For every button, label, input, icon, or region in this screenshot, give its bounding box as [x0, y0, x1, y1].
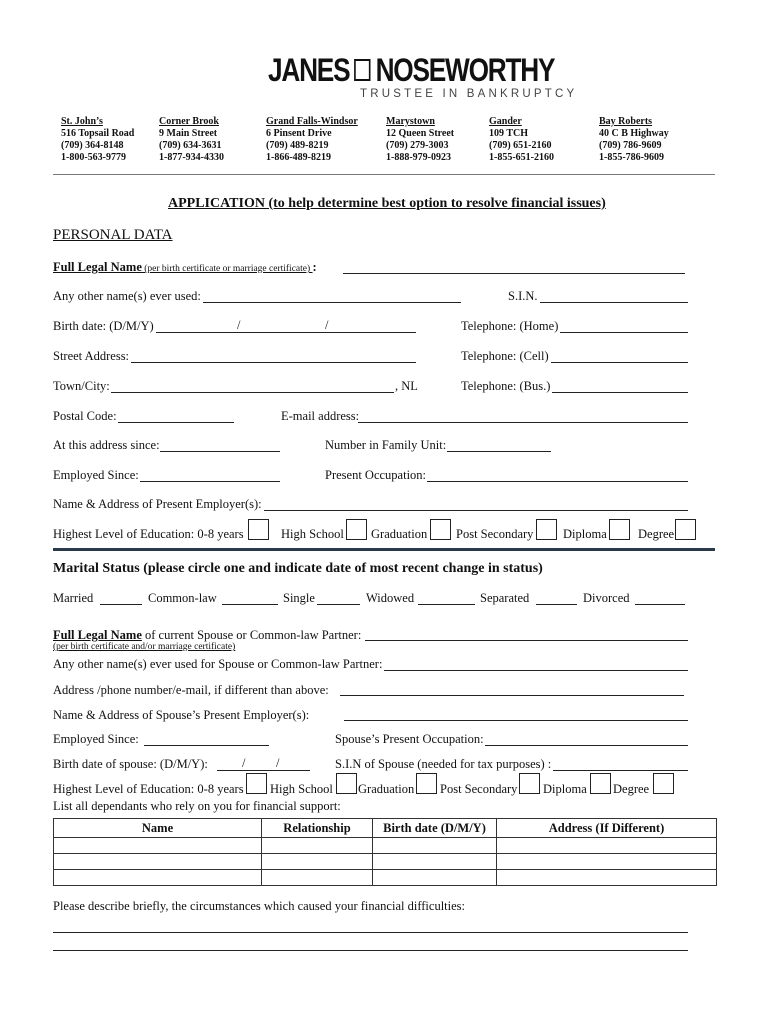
occupation-label: Present Occupation: — [325, 468, 427, 482]
edu-hs-checkbox[interactable] — [346, 519, 367, 540]
spouse-edu-ps-label: Post Secondary — [440, 782, 518, 796]
town-field[interactable] — [111, 392, 394, 393]
sin-field[interactable] — [540, 302, 688, 303]
logo-left-text: JANES — [268, 52, 350, 88]
other-names-field[interactable] — [203, 302, 461, 303]
spouse-other-label: Any other name(s) ever used for Spouse or Common-law Partner: — [53, 657, 383, 671]
spouse-address-field[interactable] — [340, 695, 684, 696]
email-label: E-mail address: — [281, 409, 360, 423]
single-option[interactable]: Single — [283, 591, 315, 605]
circumstances-field-2[interactable] — [53, 950, 688, 951]
edu-dip-checkbox[interactable] — [609, 519, 630, 540]
edu-0-8-checkbox[interactable] — [248, 519, 269, 540]
header-divider — [53, 174, 715, 175]
other-names-label: Any other name(s) ever used: — [53, 289, 201, 303]
spouse-birth-slash-2: / — [276, 756, 280, 770]
birth-date-field[interactable] — [156, 332, 416, 333]
table-cell[interactable] — [497, 870, 717, 886]
common-law-date-field[interactable] — [222, 604, 278, 605]
spouse-edu-label: Highest Level of Education: 0-8 years — [53, 782, 244, 796]
spouse-edu-dip-checkbox[interactable] — [590, 773, 611, 794]
employer-label: Name & Address of Present Employer(s): — [53, 497, 262, 511]
spouse-occupation-field[interactable] — [485, 745, 688, 746]
logo-subtitle: TRUSTEE IN BANKRUPTCY — [360, 88, 578, 100]
table-cell[interactable] — [373, 854, 497, 870]
spouse-birth-label: Birth date of spouse: (D/M/Y): — [53, 757, 208, 771]
edu-hs-label: High School — [281, 527, 344, 541]
tel-home-label: Telephone: (Home) — [461, 319, 559, 333]
spouse-other-field[interactable] — [384, 670, 688, 671]
married-date-field[interactable] — [100, 604, 142, 605]
spouse-employed-field[interactable] — [144, 745, 269, 746]
table-cell[interactable] — [54, 854, 262, 870]
edu-deg-checkbox[interactable] — [675, 519, 696, 540]
circumstances-field-1[interactable] — [53, 932, 688, 933]
dependants-table — [53, 818, 717, 886]
logo-mark-icon — [354, 59, 370, 81]
office-grand-falls: Grand Falls-Windsor 6 Pinsent Drive (709) 489-8219 1-866-489-8219 — [266, 116, 358, 163]
sin-label: S.I.N. — [508, 289, 538, 303]
table-row — [54, 870, 717, 886]
edu-ps-label: Post Secondary — [456, 527, 534, 541]
married-option[interactable]: Married — [53, 591, 94, 605]
table-header-row — [54, 819, 717, 838]
employed-since-label: Employed Since: — [53, 468, 139, 482]
tel-cell-field[interactable] — [551, 362, 688, 363]
office-corner-brook: Corner Brook 9 Main Street (709) 634-3631 1-877-934-4330 — [159, 116, 224, 163]
dependants-label: List all dependants who rely on you for financial support: — [53, 799, 341, 813]
at-address-label: At this address since: — [53, 438, 160, 452]
spouse-edu-dip-label: Diploma — [543, 782, 587, 796]
tel-cell-label: Telephone: (Cell) — [461, 349, 549, 363]
table-cell[interactable] — [497, 854, 717, 870]
separated-date-field[interactable] — [536, 604, 577, 605]
divorced-date-field[interactable] — [635, 604, 685, 605]
table-cell[interactable] — [497, 838, 717, 854]
email-field[interactable] — [358, 422, 688, 423]
tel-home-field[interactable] — [560, 332, 688, 333]
spouse-birth-slash-1: / — [242, 756, 246, 770]
table-row — [54, 854, 717, 870]
table-cell[interactable] — [373, 870, 497, 886]
street-field[interactable] — [131, 362, 416, 363]
spouse-edu-hs-checkbox[interactable] — [336, 773, 357, 794]
spouse-sin-field[interactable] — [553, 770, 688, 771]
col-relationship-header: Relationship — [262, 819, 373, 838]
spouse-edu-deg-label: Degree — [613, 782, 650, 796]
table-cell[interactable] — [54, 870, 262, 886]
table-cell[interactable] — [373, 838, 497, 854]
full-legal-name-label: Full Legal Name (per birth certificate or marriage certificate) : — [53, 260, 317, 274]
spouse-birth-field[interactable] — [217, 770, 310, 771]
form-title: APPLICATION (to help determine best option to resolve financial issues) — [168, 196, 606, 211]
office-gander: Gander 109 TCH (709) 651-2160 1-855-651-2160 — [489, 116, 554, 163]
edu-dip-label: Diploma — [563, 527, 607, 541]
spouse-employer-label: Name & Address of Spouse’s Present Employer(s): — [53, 708, 310, 722]
separated-option[interactable]: Separated — [480, 591, 530, 605]
edu-grad-checkbox[interactable] — [430, 519, 451, 540]
table-cell[interactable] — [262, 838, 373, 854]
section-divider — [53, 548, 715, 551]
birth-date-slash-1: / — [237, 318, 241, 332]
town-label: Town/City: — [53, 379, 110, 393]
spouse-edu-hs-label: High School — [270, 782, 333, 796]
widowed-date-field[interactable] — [418, 604, 475, 605]
birth-date-slash-2: / — [325, 318, 329, 332]
tel-bus-field[interactable] — [552, 392, 688, 393]
office-bay-roberts: Bay Roberts 40 C B Highway (709) 786-9609 1-855-786-9609 — [599, 116, 669, 163]
spouse-edu-grad-checkbox[interactable] — [416, 773, 437, 794]
circumstances-label: Please describe briefly, the circumstances which caused your financial difficulties: — [53, 899, 465, 913]
company-logo — [268, 52, 578, 100]
personal-data-heading: PERSONAL DATA — [53, 227, 173, 243]
employer-field[interactable] — [264, 510, 688, 511]
spouse-name-label: Full Legal Name of current Spouse or Common-law Partner: — [53, 628, 362, 642]
spouse-edu-ps-checkbox[interactable] — [519, 773, 540, 794]
spouse-employer-field[interactable] — [344, 720, 688, 721]
logo-right-text: NOSEWORTHY — [375, 52, 555, 88]
spouse-address-label: Address /phone number/e-mail, if different than above: — [53, 683, 329, 697]
spouse-name-field[interactable] — [365, 640, 688, 641]
province-nl: , NL — [395, 379, 418, 393]
divorced-option[interactable]: Divorced — [583, 591, 630, 605]
col-name-header: Name — [54, 819, 262, 838]
full-legal-name-field[interactable] — [343, 273, 685, 274]
family-unit-field[interactable] — [447, 451, 551, 452]
spouse-edu-0-8-checkbox[interactable] — [246, 773, 267, 794]
office-st-johns: St. John’s 516 Topsail Road (709) 364-8148 1-800-563-9779 — [61, 116, 135, 163]
employed-since-field[interactable] — [140, 481, 280, 482]
occupation-field[interactable] — [427, 481, 688, 482]
common-law-option[interactable]: Common-law — [148, 591, 217, 605]
postal-field[interactable] — [118, 422, 234, 423]
edu-grad-label: Graduation — [371, 527, 428, 541]
spouse-name-note: (per birth certificate and/or marriage certificate) — [53, 642, 236, 652]
spouse-employed-label: Employed Since: — [53, 732, 139, 746]
at-address-field[interactable] — [160, 451, 280, 452]
widowed-option[interactable]: Widowed — [366, 591, 415, 605]
street-label: Street Address: — [53, 349, 130, 363]
single-date-field[interactable] — [317, 604, 360, 605]
table-cell[interactable] — [262, 870, 373, 886]
table-row — [54, 838, 717, 854]
spouse-occupation-label: Spouse’s Present Occupation: — [335, 732, 484, 746]
table-cell[interactable] — [262, 854, 373, 870]
col-address-header: Address (If Different) — [497, 819, 717, 838]
family-unit-label: Number in Family Unit: — [325, 438, 447, 452]
education-label: Highest Level of Education: 0-8 years — [53, 527, 244, 541]
spouse-edu-deg-checkbox[interactable] — [653, 773, 674, 794]
edu-deg-label: Degree — [638, 527, 675, 541]
office-marystown: Marystown 12 Queen Street (709) 279-3003 1-888-979-0923 — [386, 116, 455, 163]
table-cell[interactable] — [54, 838, 262, 854]
edu-ps-checkbox[interactable] — [536, 519, 557, 540]
tel-bus-label: Telephone: (Bus.) — [461, 379, 551, 393]
birth-date-label: Birth date: (D/M/Y) — [53, 319, 154, 333]
postal-label: Postal Code: — [53, 409, 117, 423]
spouse-edu-grad-label: Graduation — [358, 782, 415, 796]
marital-heading: Marital Status (please circle one and indicate date of most recent change in status) — [53, 561, 543, 576]
col-birth-header: Birth date (D/M/Y) — [373, 819, 497, 838]
spouse-sin-label: S.I.N of Spouse (needed for tax purposes) : — [335, 757, 552, 771]
